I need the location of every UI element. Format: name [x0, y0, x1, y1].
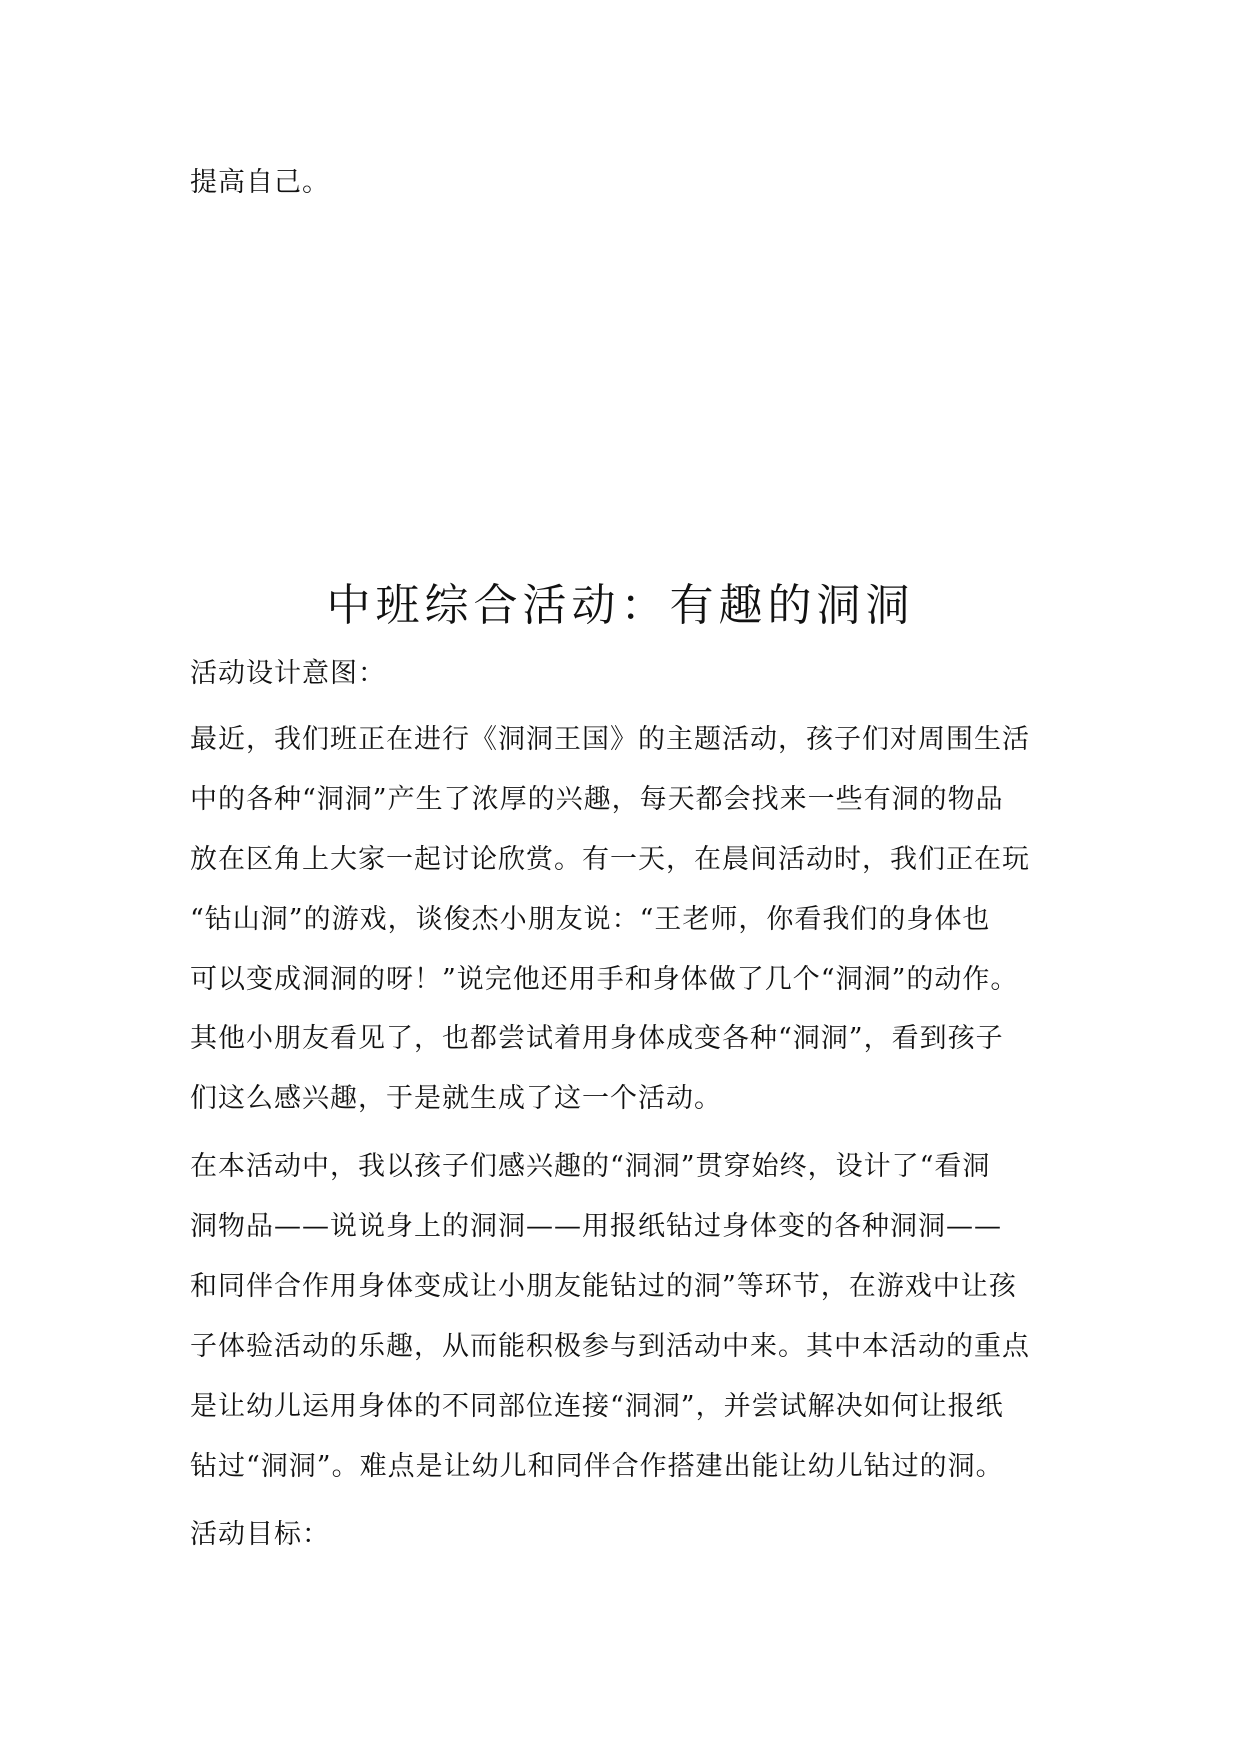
para1-line: 其他小朋友看见了，也都尝试着用身体成变各种“洞洞”，看到孩子 — [190, 1023, 1004, 1054]
para1-line: “钻山洞”的游戏，谈俊杰小朋友说：“王老师，你看我们的身体也 — [190, 904, 991, 935]
para1-line: 可以变成洞洞的呀！”说完他还用手和身体做了几个“洞洞”的动作。 — [190, 964, 1019, 995]
para1-line: 最近，我们班正在进行《洞洞王国》的主题活动，孩子们对周围生活 — [190, 724, 1030, 755]
para1-line: 中的各种“洞洞”产生了浓厚的兴趣，每天都会找来一些有洞的物品 — [190, 784, 1004, 815]
para2-line: 在本活动中，我以孩子们感兴趣的“洞洞”贯穿始终，设计了“看洞 — [190, 1151, 991, 1182]
carryover-text: 提高自己。 — [190, 167, 330, 198]
page-title: 中班综合活动：有趣的洞洞 — [326, 580, 915, 631]
para2-line: 和同伴合作用身体变成让小朋友能钻过的洞”等环节，在游戏中让孩 — [190, 1271, 1017, 1302]
para1-line: 们这么感兴趣，于是就生成了这一个活动。 — [190, 1083, 722, 1114]
para2-line: 是让幼儿运用身体的不同部位连接“洞洞”，并尝试解决如何让报纸 — [190, 1391, 1004, 1422]
para2-line: 洞物品——说说身上的洞洞——用报纸钻过身体变的各种洞洞—— — [190, 1211, 1002, 1242]
para2-line: 子体验活动的乐趣，从而能积极参与到活动中来。其中本活动的重点 — [190, 1331, 1030, 1362]
para2-line: 钻过“洞洞”。难点是让幼儿和同伴合作搭建出能让幼儿钻过的洞。 — [190, 1451, 1004, 1482]
intent-heading: 活动设计意图： — [190, 658, 386, 689]
para1-line: 放在区角上大家一起讨论欣赏。有一天，在晨间活动时，我们正在玩 — [190, 844, 1030, 875]
goals-heading: 活动目标： — [190, 1519, 330, 1550]
